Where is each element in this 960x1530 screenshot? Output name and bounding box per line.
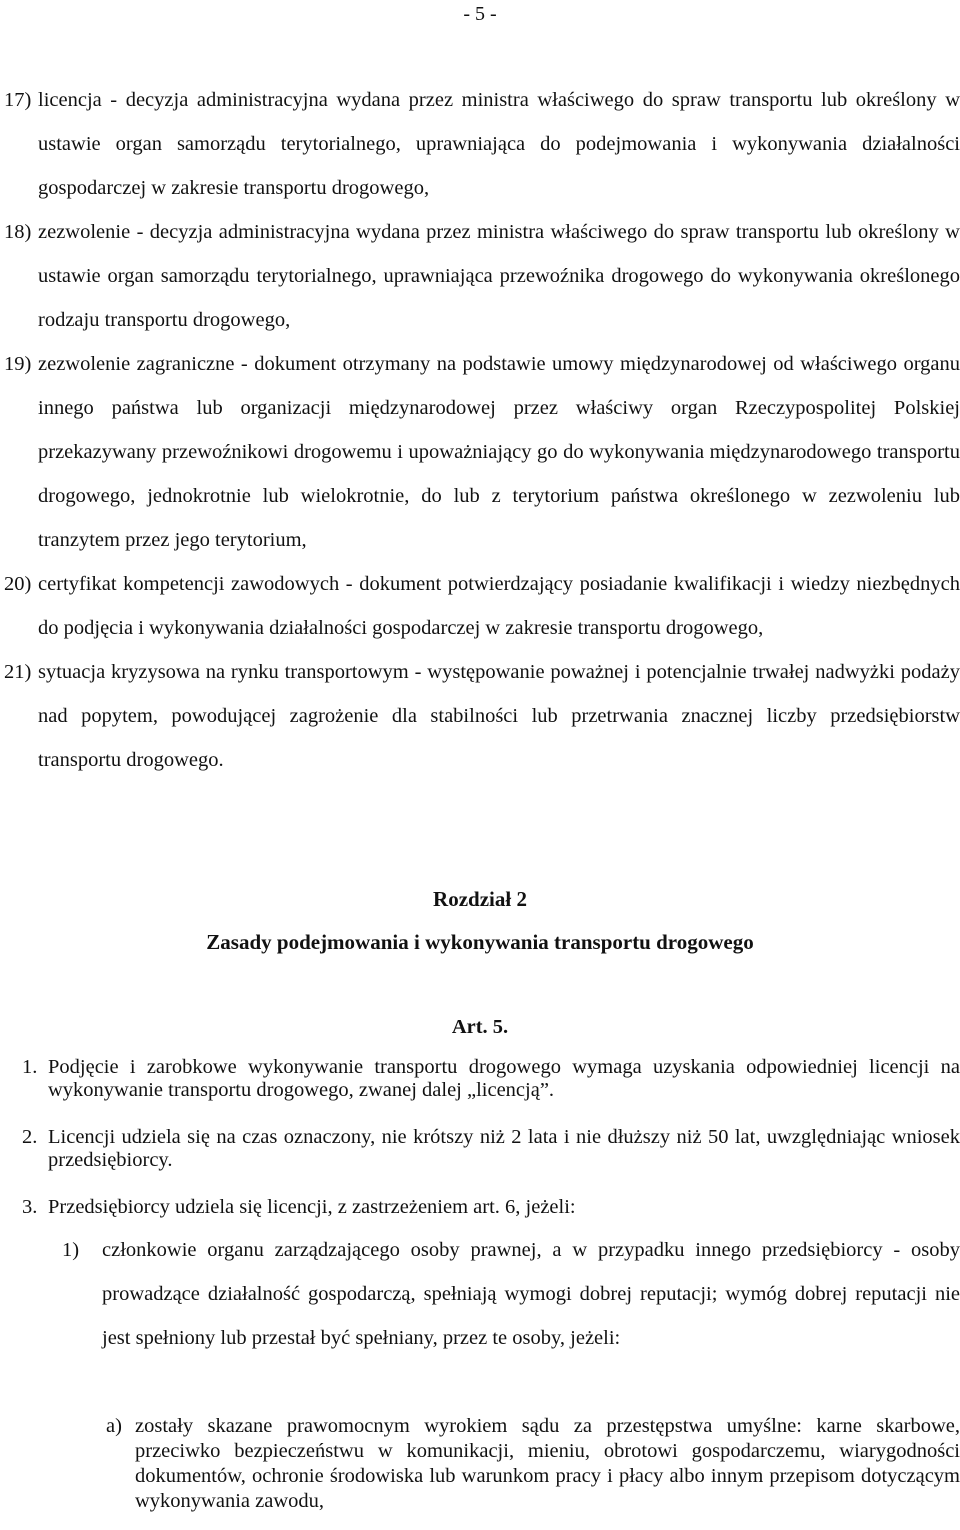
definition-number: 19) (4, 353, 32, 375)
point-text: członkowie organu zarządzającego osoby prawnej, a w przypadku innego przedsiębiorcy - osoby prowadzące działalność gospodarczą, spełniają wymogi dobrej reputacji; wymóg dobrej reputacji nie jest spełniony lub przestał być spełniany, przez te osoby, jeżeli: (102, 1239, 960, 1349)
chapter-title: Zasady podejmowania i wykonywania transportu drogowego (206, 930, 754, 954)
subpoint-text: zostały skazane prawomocnym wyrokiem sądu za przestępstwa umyślne: karne skarbowe, przeciwko bezpieczeństwu w komunikacji, mieniu, obrotowi gospodarczemu, wiarygodności dokumentów, ochronie środowiska lub warunkom pracy i płacy albo innym przepisom dotyczącym wykonywania zawodu, (135, 1415, 960, 1512)
subpoint-letter: a) (106, 1415, 122, 1437)
chapter-number: Rozdział 2 (433, 887, 527, 911)
definition-item (0, 650, 960, 782)
definition-number: 18) (4, 221, 32, 243)
definitions-list (0, 78, 960, 782)
definition-item (0, 210, 960, 342)
paragraph-text: Przedsiębiorcy udziela się licencji, z zastrzeżeniem art. 6, jeżeli: (48, 1196, 576, 1218)
article-paragraph (22, 1126, 960, 1172)
article-point (62, 1228, 960, 1360)
definition-number: 20) (4, 573, 32, 595)
definition-item (0, 562, 960, 650)
definition-text: zezwolenie - decyzja administracyjna wydana przez ministra właściwego do spraw transportu lub określony w ustawie organ samorządu terytorialnego, uprawniająca przewoźnika drogowego do wykonywania określonego rodzaju transportu drogowego, (38, 221, 960, 331)
definition-text: zezwolenie zagraniczne - dokument otrzymany na podstawie umowy międzynarodowej od właściwego organu innego państwa lub organizacji międzynarodowej przez właściwy organ Rzeczypospolitej Polskiej przekazywany przewoźnikowi drogowemu i upoważniający go do wykonywania międzynarodowego transportu drogowego, jednokrotnie lub wielokrotnie, do lub z terytorium państwa określonego w zezwoleniu lub tranzytem przez jego terytorium, (38, 353, 960, 551)
definition-item (0, 78, 960, 210)
article-paragraph (22, 1196, 960, 1219)
article-title: Art. 5. (451, 1016, 509, 1038)
article-subpoint (106, 1414, 960, 1514)
paragraph-text: Licencji udziela się na czas oznaczony, nie krótszy niż 2 lata i nie dłuższy niż 50 lat, uwzględniając wniosek przedsiębiorcy. (48, 1126, 960, 1171)
definition-number: 17) (4, 89, 32, 111)
article-paragraph (22, 1056, 960, 1102)
paragraph-text: Podjęcie i zarobkowe wykonywanie transportu drogowego wymaga uzyskania odpowiedniej licencji na wykonywanie transportu drogowego, zwanej dalej „licencją”. (48, 1056, 960, 1101)
paragraph-number: 1. (22, 1056, 38, 1078)
definition-item (0, 342, 960, 562)
point-number: 1) (62, 1239, 80, 1261)
definition-text: sytuacja kryzysowa na rynku transportowym - występowanie poważnej i potencjalnie trwałej nadwyżki podaży nad popytem, powodującej zagrożenie dla stabilności lub przetrwania znacznej liczby przedsiębiorstw transportu drogowego. (38, 661, 960, 771)
page-number: - 5 - (463, 3, 497, 25)
definition-text: certyfikat kompetencji zawodowych - dokument potwierdzający posiadanie kwalifikacji i wiedzy niezbędnych do podjęcia i wykonywania działalności gospodarczej w zakresie transportu drogowego, (38, 573, 960, 639)
paragraph-number: 3. (22, 1196, 38, 1218)
definition-number: 21) (4, 661, 32, 683)
definition-text: licencja - decyzja administracyjna wydana przez ministra właściwego do spraw transportu lub określony w ustawie organ samorządu terytorialnego, uprawniająca do podejmowania i wykonywania działalności gospodarczej w zakresie transportu drogowego, (38, 89, 960, 199)
paragraph-number: 2. (22, 1126, 38, 1148)
